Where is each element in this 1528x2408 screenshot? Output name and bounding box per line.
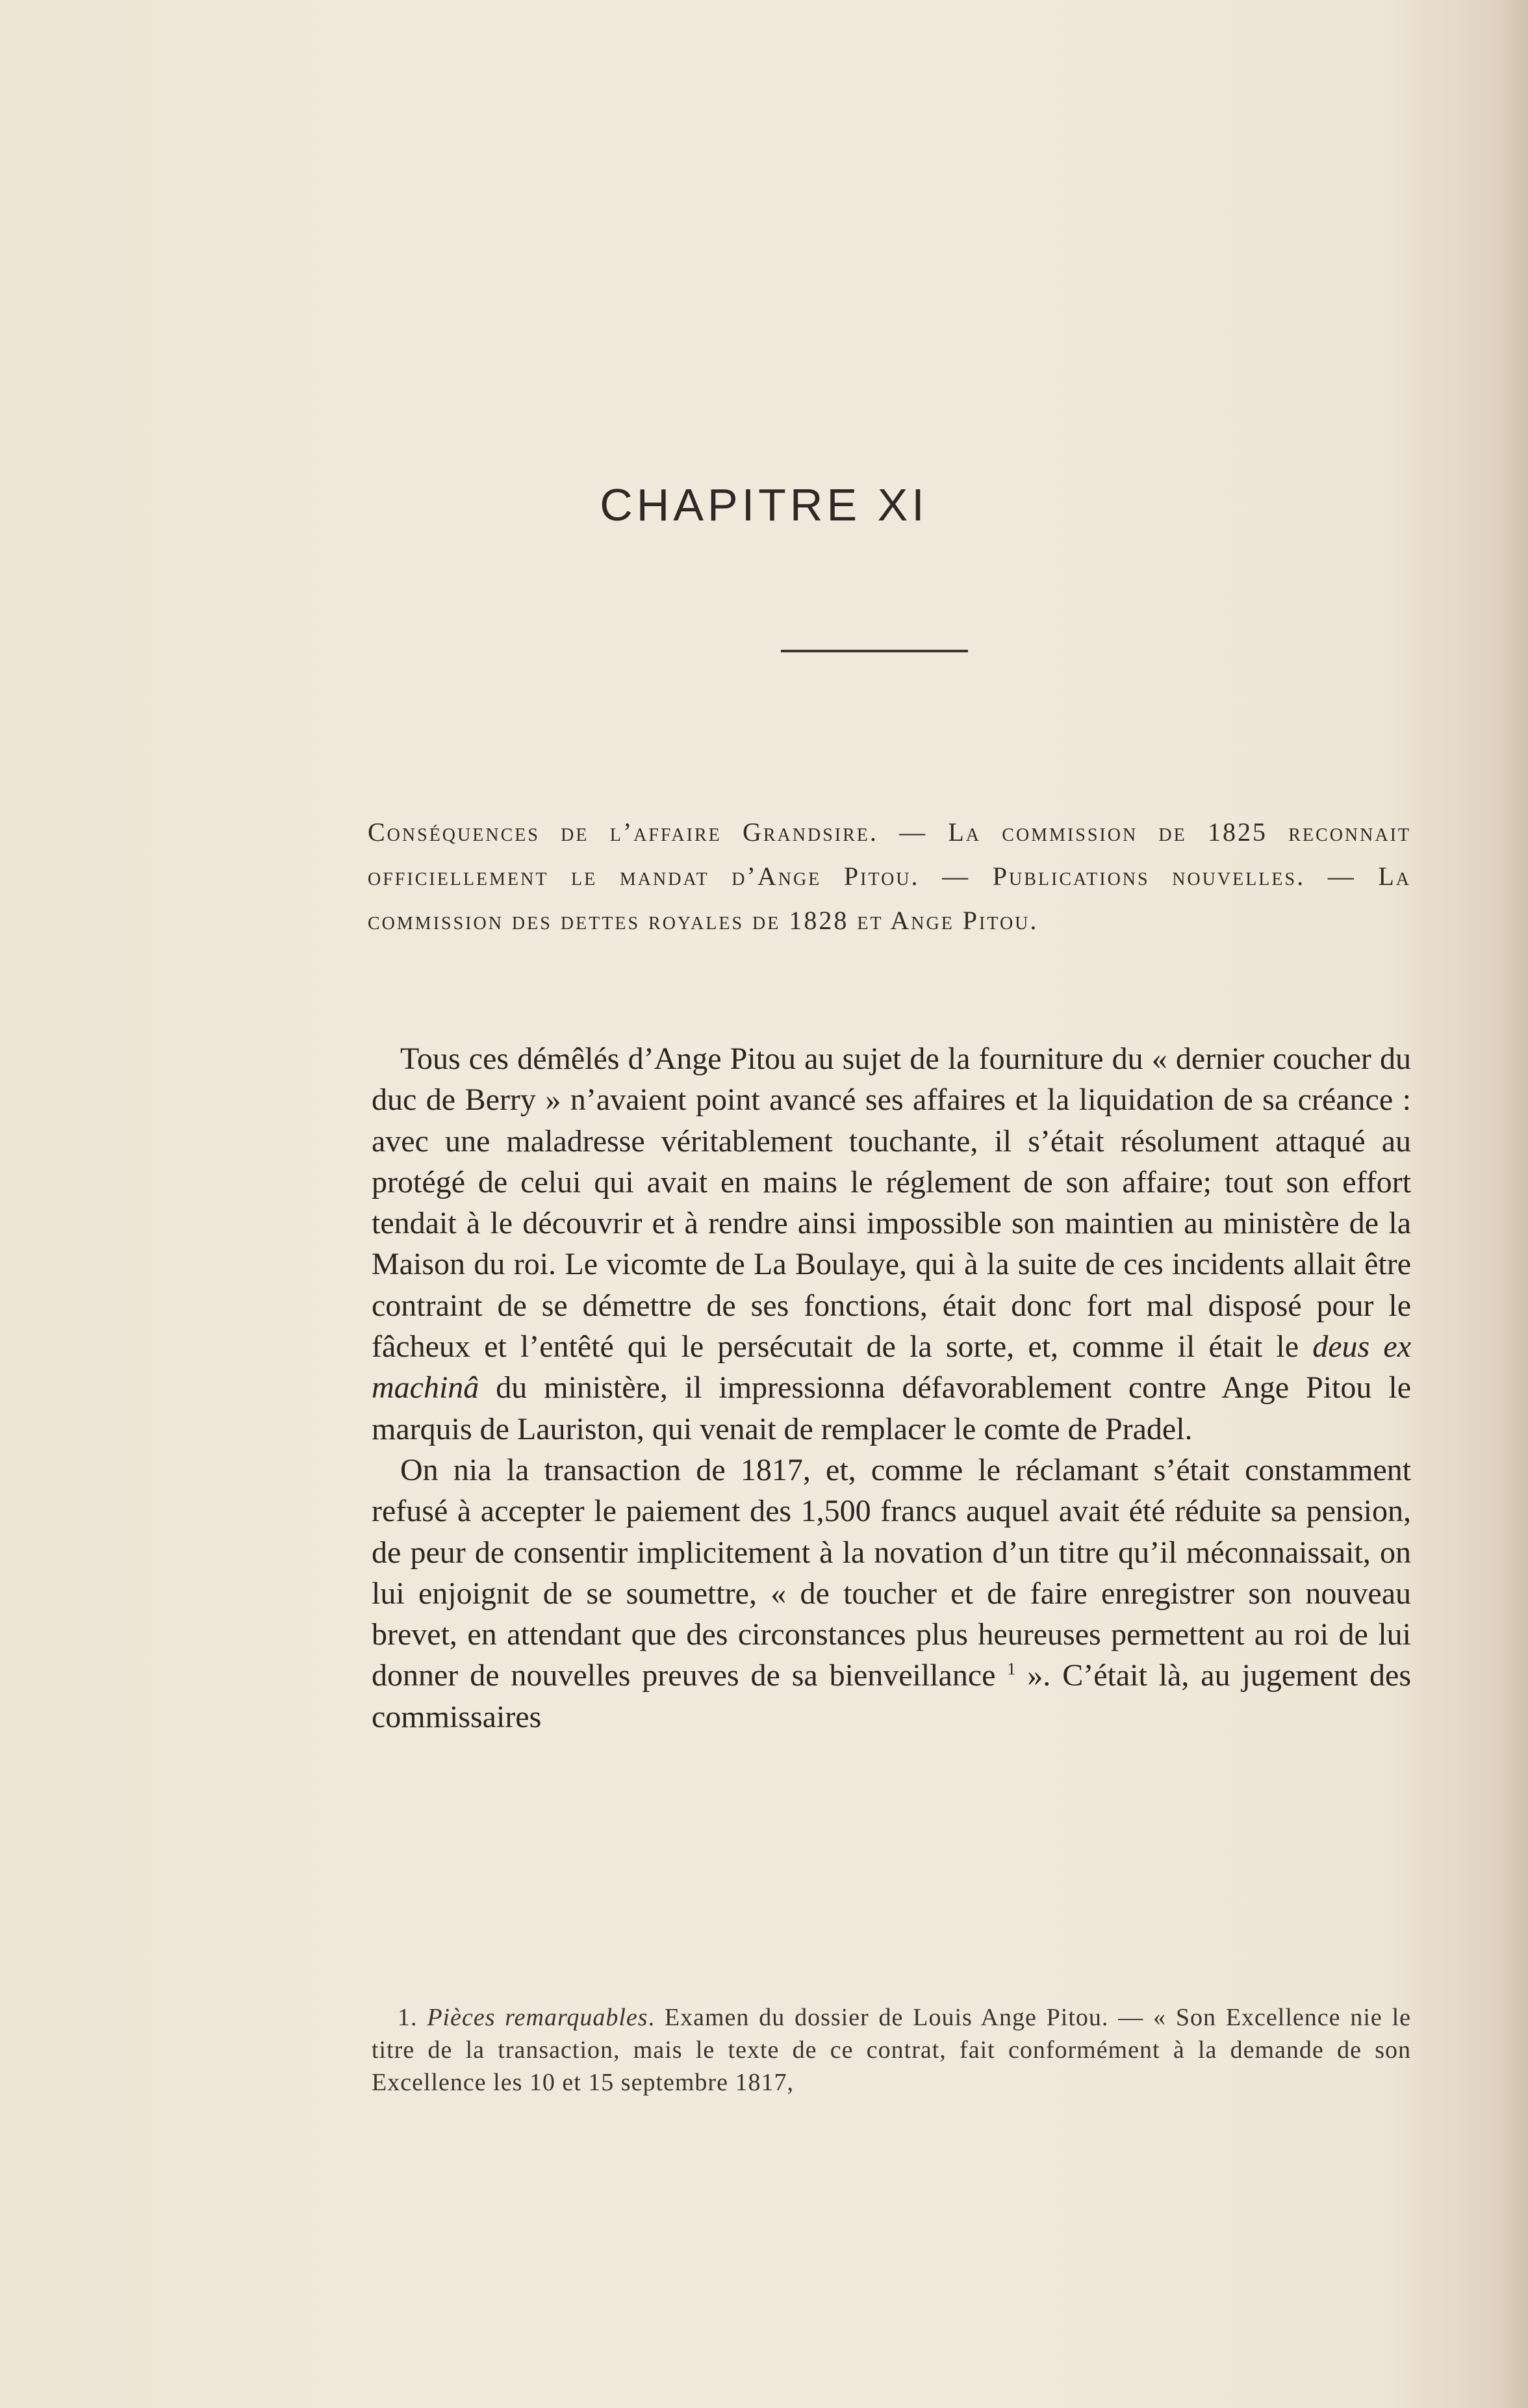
chapter-summary-text: Conséquences de l’affaire Grandsire. — La commission de 1825 reconnait officiellement le mandat d’Ange Pitou. — Publications nouvelles. — La commission des dettes royales de 1828 et Ange Pitou.: [368, 817, 1411, 935]
footnote-title: Pièces remarquables: [427, 2004, 648, 2031]
paragraph-1: [372, 1038, 1411, 1450]
chapter-title: CHAPITRE XI: [600, 480, 928, 530]
footnote-number: 1.: [398, 2004, 427, 2031]
page-edge-shadow: [1502, 0, 1528, 2408]
paragraph-1-italic: deus ex machinâ: [372, 1329, 1411, 1405]
main-text: [372, 1038, 1411, 1737]
paragraph-2-part-a: On nia la transaction de 1817, et, comme le réclamant s’était constamment refusé à accepter le paiement des 1,500 francs auquel avait été réduite sa pension, de peur de consentir implicitement à la novation d’un titre qu’il méconnaissait, on lui enjoignit de se soumettre, « de toucher et de faire enregistrer son nouveau brevet, en attendant que des circonstances plus heureuses permettent au roi de lui donner de nouvelles preuves de sa bienveillance: [372, 1452, 1411, 1693]
chapter-summary: [368, 810, 1411, 943]
paragraph-1-part-b: du ministère, il impressionna défavorablement contre Ange Pitou le marquis de Lauriston, qui venait de remplacer le comte de Pradel.: [372, 1370, 1411, 1446]
footnote-reference: 1: [1007, 1659, 1016, 1679]
footnote: [372, 2001, 1411, 2099]
paragraph-2: [372, 1450, 1411, 1737]
title-divider-rule: [781, 650, 968, 652]
paragraph-1-part-a: Tous ces démêlés d’Ange Pitou au sujet de la fourniture du « dernier coucher du duc de Berry » n’avaient point avancé ses affaires et la liquidation de sa créance : avec une maladresse véritablement touchante, il s’était résolument attaqué au protégé de celui qui avait en mains le réglement de son affaire; tout son effort tendait à le découvrir et à rendre ainsi impossible son maintien au ministère de la Maison du roi. Le vicomte de La Boulaye, qui à la suite de ces incidents allait être contraint de se démettre de ses fonctions, était donc fort mal disposé pour le fâcheux et l’entêté qui le persécutait de la sorte, et, comme il était le: [372, 1042, 1411, 1364]
footnote-1: [372, 2001, 1411, 2099]
footnote-text: . Examen du dossier de Louis Ange Pitou. — « Son Excellence nie le titre de la transaction, mais le texte de ce contrat, fait conformément à la demande de son Excellence les 10 et 15 septembre 1817,: [372, 2004, 1411, 2096]
paragraph-2-part-b: ». C’était là, au jugement des commissaires: [372, 1658, 1412, 1734]
